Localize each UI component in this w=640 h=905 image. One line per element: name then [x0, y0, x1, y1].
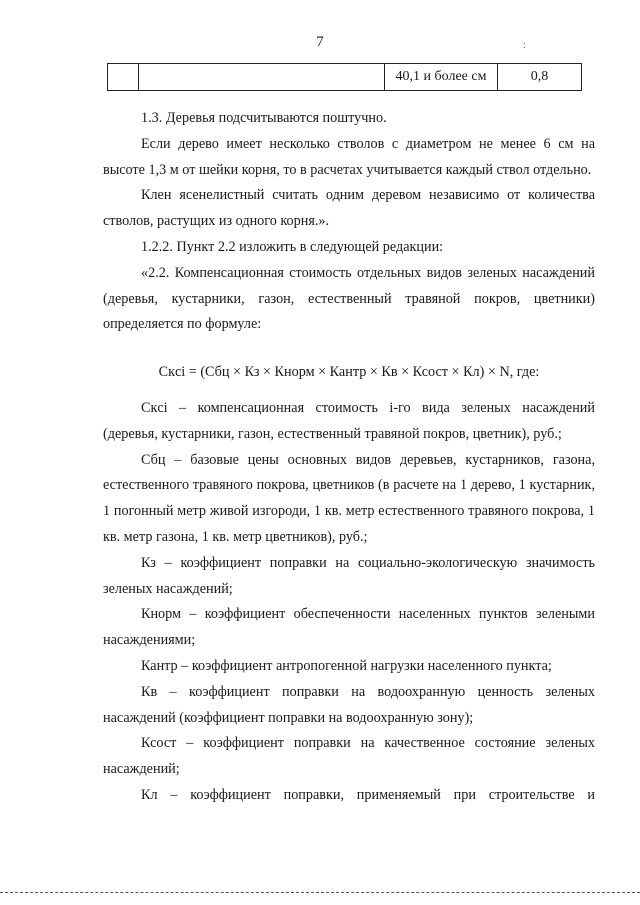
- definition-kz: Кз – коэффициент поправки на социально-экологическую значимость зеленых насаждений;: [103, 554, 595, 597]
- paragraph-2-2: «2.2. Компенсационная стоимость отдельных видов зеленых насаждений (деревья, кустарники, газон, естественный травяной покров, цветники) определяется по формуле:: [103, 264, 595, 333]
- corner-mark: :: [523, 40, 526, 51]
- paragraph-1-3: 1.3. Деревья подсчитываются поштучно.: [141, 110, 387, 126]
- definition-kantr: Кантр – коэффициент антропогенной нагрузки населенного пункта;: [141, 657, 552, 674]
- table-cell-coefficient: 0,8: [498, 64, 582, 91]
- compensation-formula: Скci = (Сбц × Кз × Кнорм × Кантр × Кв × Ксост × Кл) × N, где:: [158, 364, 540, 381]
- table-cell-empty-2: [139, 64, 385, 91]
- paragraph-1-2-2: 1.2.2. Пункт 2.2 изложить в следующей редакции:: [141, 238, 444, 255]
- page-number: 7: [316, 34, 324, 50]
- definition-sbc: Сбц – базовые цены основных видов деревьев, кустарников, газона, естественного травяного покрова, цветников (в расчете на 1 дерево, 1 кустарник, 1 погонный метр живой изгороди, 1 кв. метр естественного травяного покрова, 1 кв. метр газона, 1 кв. метр цветников), руб.;: [103, 451, 595, 545]
- table-cell-empty-1: [108, 64, 139, 91]
- definition-ksost: Ксост – коэффициент поправки на качественное состояние зеленых насаждений;: [103, 735, 595, 778]
- document-body: [103, 106, 595, 809]
- coefficient-table-fragment: [107, 63, 582, 91]
- definition-skci: Скci – компенсационная стоимость i-го вида зеленых насаждений (деревья, кустарники, газон, естественный травяной покров, цветник), руб.;: [103, 399, 595, 442]
- table-cell-size: 40,1 и более см: [385, 64, 498, 91]
- paragraph-maple: Клен ясенелистный считать одним деревом независимо от количества стволов, растущих из одного корня.».: [103, 187, 595, 230]
- paragraph-multi-stem: Если дерево имеет несколько стволов с диаметром не менее 6 см на высоте 1,3 м от шейки корня, то в расчетах учитывается каждый ствол отдельно.: [103, 135, 595, 178]
- table-row: [108, 64, 582, 91]
- definition-knorm: Кнорм – коэффициент обеспеченности населенных пунктов зелеными насаждениями;: [103, 606, 595, 649]
- page-bottom-edge: [0, 892, 640, 894]
- definition-kl: Кл – коэффициент поправки, применяемый при строительстве и: [141, 786, 595, 803]
- definition-kv: Кв – коэффициент поправки на водоохранную ценность зеленых насаждений (коэффициент поправки на водоохранную зону);: [103, 683, 595, 726]
